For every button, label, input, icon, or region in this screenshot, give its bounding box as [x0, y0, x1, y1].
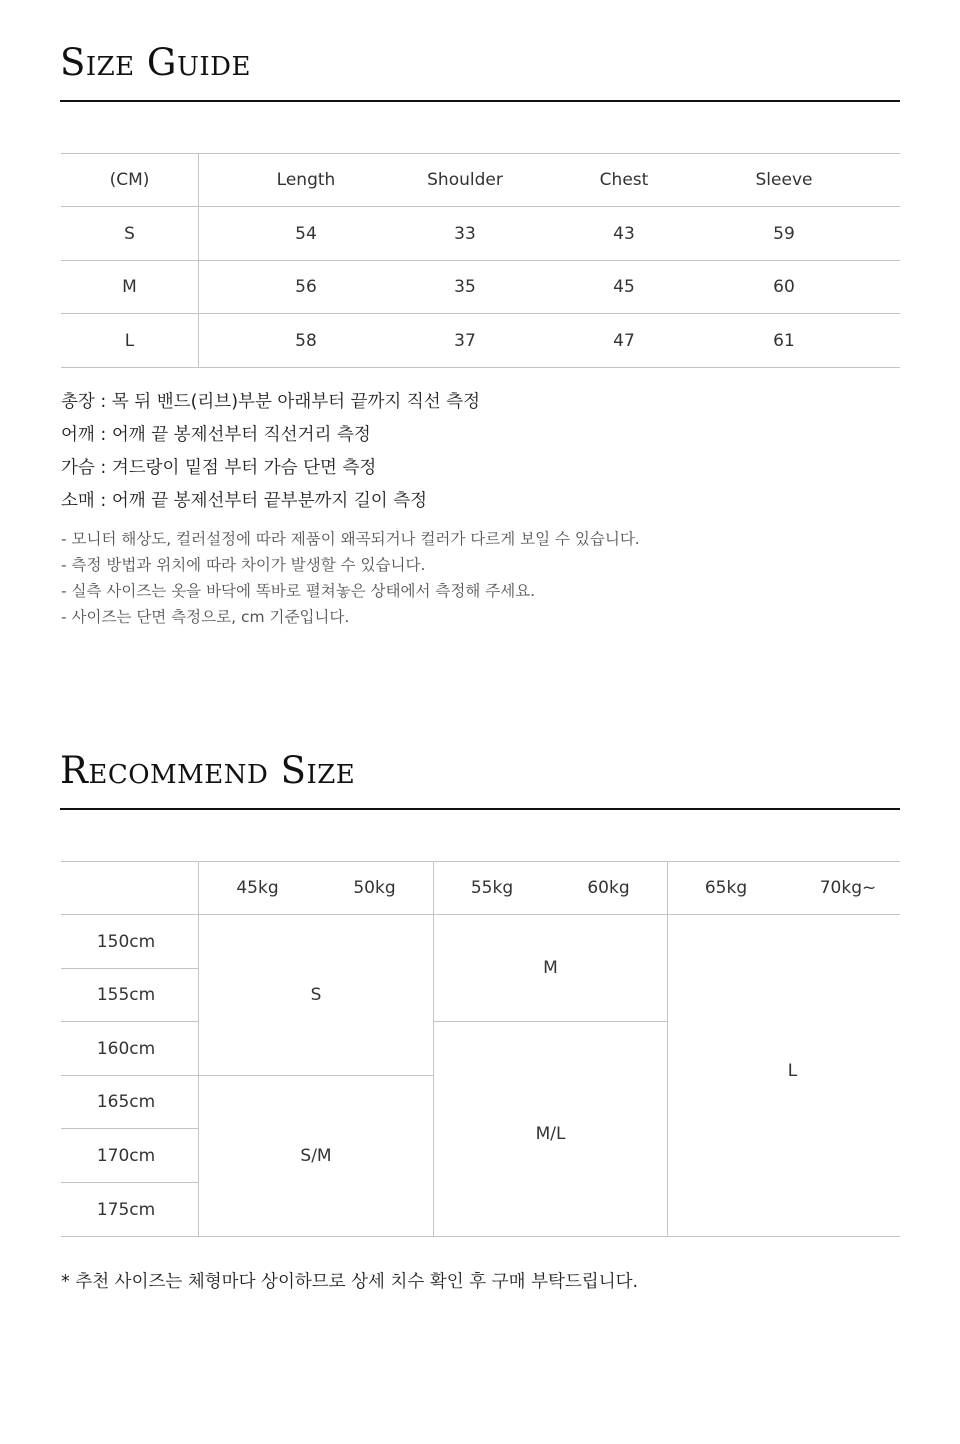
shoulder-value: 37: [454, 330, 476, 351]
chest-value: 47: [613, 330, 635, 351]
length-value: 54: [295, 223, 317, 244]
shoulder-value: 33: [454, 223, 476, 244]
height-label: 155cm: [96, 985, 156, 1005]
size-guide-title-rule: [60, 100, 900, 102]
weight-label: 55kg: [470, 878, 514, 898]
note-item: - 측정 방법과 위치에 따라 차이가 발생할 수 있습니다.: [61, 556, 426, 574]
column-header-shoulder: Shoulder: [427, 170, 503, 190]
table-column-divider: [198, 153, 199, 367]
size-label: M: [122, 277, 137, 297]
chest-value: 45: [613, 277, 635, 297]
description-shoulder: 어깨 : 어깨 끝 봉제선부터 직선거리 측정: [61, 425, 371, 445]
weight-label: 50kg: [353, 878, 396, 898]
size-label: S: [124, 223, 135, 244]
note-item: - 모니터 해상도, 컬러설정에 따라 제품이 왜곡되거나 컬러가 다르게 보일 수 있습니다.: [61, 530, 640, 548]
note-item: - 실측 사이즈는 옷을 바닥에 똑바로 펼쳐놓은 상태에서 측정해 주세요.: [61, 582, 536, 600]
height-label: 165cm: [96, 1092, 156, 1112]
size-zone-ml: M/L: [535, 1124, 566, 1144]
weight-label: 65kg: [704, 878, 748, 898]
shoulder-value: 35: [454, 277, 476, 297]
size-zone-s: S: [310, 985, 322, 1005]
description-sleeve: 소매 : 어깨 끝 봉제선부터 끝부분까지 길이 측정: [61, 491, 428, 511]
size-zone-sm: S/M: [300, 1146, 332, 1166]
weight-label: 45kg: [236, 878, 279, 898]
recommend-size-title: Recommend Size: [60, 749, 356, 792]
size-zone-m: M: [543, 958, 558, 978]
chest-value: 43: [613, 223, 635, 244]
note-item: - 사이즈는 단면 측정으로, cm 기준입니다.: [61, 608, 350, 626]
height-label: 160cm: [96, 1038, 156, 1059]
sleeve-value: 59: [773, 223, 795, 244]
height-label: 175cm: [96, 1199, 156, 1220]
length-value: 56: [295, 277, 317, 297]
weight-label: 70kg~: [819, 878, 877, 898]
height-label: 170cm: [96, 1145, 156, 1166]
table-border-bottom: [61, 367, 900, 368]
height-label: 150cm: [96, 931, 156, 952]
sleeve-value: 61: [773, 330, 795, 351]
recommend-size-title-rule: [60, 808, 900, 810]
sleeve-value: 60: [773, 277, 795, 297]
recommend-footnote: * 추천 사이즈는 체형마다 상이하므로 상세 치수 확인 후 구매 부탁드립니다.: [61, 1272, 639, 1292]
size-zone-l: L: [787, 1060, 798, 1081]
column-header-chest: Chest: [599, 170, 649, 190]
column-header-sleeve: Sleeve: [755, 170, 813, 190]
column-header-length: Length: [276, 170, 336, 190]
weight-label: 60kg: [587, 878, 630, 898]
description-length: 총장 : 목 뒤 밴드(리브)부분 아래부터 끝까지 직선 측정: [61, 392, 481, 412]
size-guide-title: Size Guide: [60, 41, 251, 84]
description-chest: 가슴 : 겨드랑이 밑점 부터 가슴 단면 측정: [61, 458, 377, 478]
size-label: L: [124, 330, 135, 351]
unit-header: (CM): [109, 170, 150, 190]
length-value: 58: [295, 330, 317, 351]
